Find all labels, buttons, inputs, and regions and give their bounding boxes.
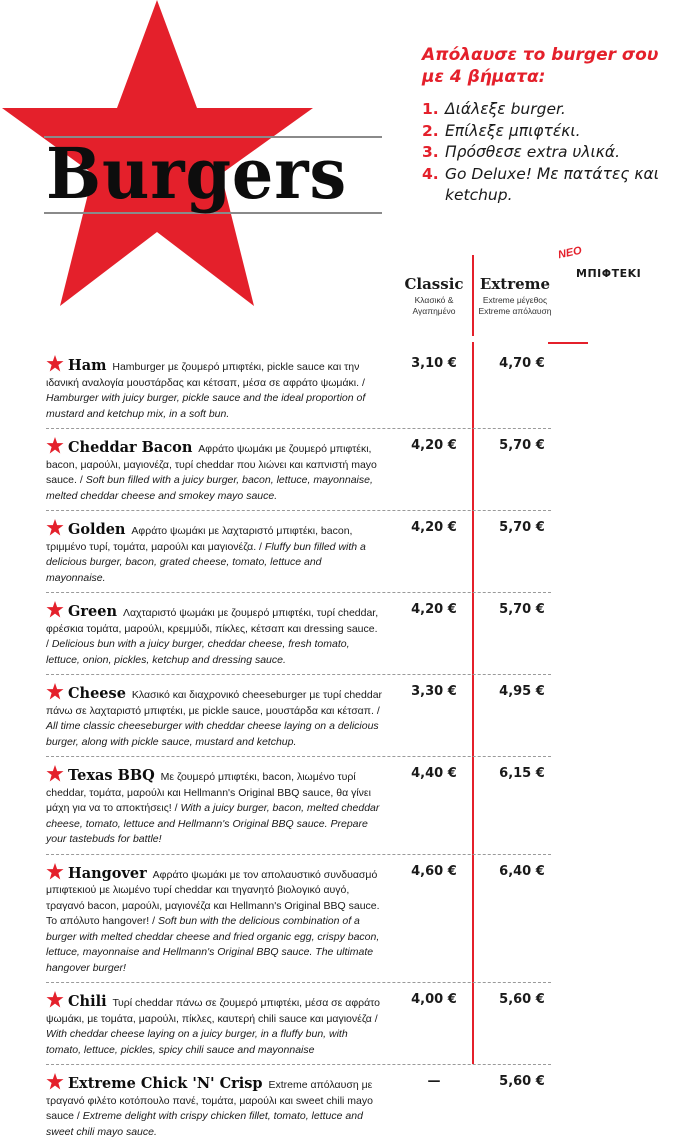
column-subtitle-classic: Κλασικό & Αγαπημένο (412, 295, 456, 316)
menu-item (46, 757, 551, 855)
column-subtitle-extreme: Extreme μέγεθος Extreme απόλαυση (478, 295, 552, 316)
item-desc-greek: Αφράτο ψωμάκι με τον απολαυστικό συνδυασμό μπιφτεκιού με λιωμένο τυρί cheddar και τηγανητό βιολογικό αυγό, τραγανό bacon, μαρούλι, μαγιονέζα και Hellmann's Original BBQ sauce. Το απόλυτο hangover! / (46, 868, 380, 927)
new-patty-label: ΜΠΙΦΤΕΚΙ (576, 267, 642, 280)
step-item (422, 121, 674, 143)
page-title: Burgers (46, 132, 348, 215)
column-header-extreme (474, 275, 556, 317)
price-classic: — (427, 1074, 441, 1089)
item-description (46, 519, 383, 586)
item-name: Extreme Chick 'N' Crisp (68, 1075, 263, 1092)
menu-item (46, 855, 551, 984)
step-text: Διάλεξε burger. (445, 100, 566, 118)
menu-item (46, 347, 551, 429)
price-extreme: 4,95 € (499, 684, 545, 699)
item-desc-english: All time classic cheeseburger with cheddar cheese laying on a delicious burger, along with pickle sauce, mustard and ketchup. (46, 720, 379, 748)
item-desc-english: Soft bun filled with a juicy burger, bacon, lettuce, mayonnaise, melted cheddar cheese and smokey mayo sauce. (46, 474, 373, 502)
column-title-classic: Classic (404, 275, 464, 293)
star-bullet-icon (46, 355, 64, 372)
star-bullet-icon (46, 991, 64, 1008)
star-bullet-icon (46, 519, 64, 536)
star-bullet-icon (46, 765, 64, 782)
item-desc-greek: Λαχταριστό ψωμάκι με ζουμερό μπιφτέκι, τυρί cheddar, φρέσκια τομάτα, μαρούλι, κρεμμύδι, πίκλες, κέτσαπ και dressing sauce. / (46, 607, 379, 650)
item-name: Golden (68, 521, 126, 538)
item-description (46, 991, 383, 1058)
price-classic: 3,30 € (411, 684, 457, 699)
menu-item (46, 1065, 551, 1146)
item-desc-english: Hamburger with juicy burger, pickle sauce and the ideal proportion of mustard and ketchup mix, in a soft bun. (46, 392, 366, 420)
price-extreme: 4,70 € (499, 356, 545, 371)
step-number: 4. (422, 164, 439, 183)
menu-item (46, 593, 551, 675)
item-desc-english: Delicious bun with a juicy burger, cheddar cheese, fresh tomato, lettuce, onion, pickles, ketchup and dressing sauce. (46, 638, 350, 666)
item-description (46, 601, 383, 668)
price-extreme: 5,70 € (499, 520, 545, 535)
item-desc-greek: Hamburger με ζουμερό μπιφτέκι, pickle sauce και την ιδανική αναλογία μουστάρδας και κέτσαπ, μέσα σε αφράτο ψωμάκι. / (46, 361, 365, 389)
price-classic: 4,20 € (411, 602, 457, 617)
step-number: 2. (422, 121, 439, 140)
price-classic: 4,60 € (411, 863, 457, 879)
item-desc-english: With cheddar cheese laying on a juicy burger, in a fluffy bun, with tomato, lettuce, pickles, spicy chili sauce and mayonnaise (46, 1028, 348, 1056)
price-extreme: 6,15 € (499, 766, 545, 781)
price-classic: 4,20 € (411, 520, 457, 535)
item-description (46, 863, 383, 977)
price-extreme: 5,70 € (499, 602, 545, 617)
item-description (46, 437, 383, 504)
item-name: Texas BBQ (68, 767, 155, 784)
price-classic: 4,40 € (411, 766, 457, 781)
star-bullet-icon (46, 863, 64, 880)
step-list (422, 99, 674, 207)
item-desc-greek: Αφράτο ψωμάκι με ζουμερό μπιφτέκι, bacon, μαρούλι, μαγιονέζα, τυρί cheddar που λιώνει και καπνιστή mayo sauce. / (46, 443, 377, 486)
item-name: Chili (68, 993, 107, 1010)
burger-menu-list (46, 347, 551, 1146)
item-description (46, 355, 383, 422)
menu-item (46, 983, 551, 1065)
item-name: Hangover (68, 864, 147, 882)
item-name: Cheese (68, 685, 126, 702)
steps-panel (422, 44, 674, 207)
steps-heading: Απόλαυσε το burger σου με 4 βήματα: (422, 45, 659, 87)
star-bullet-icon (46, 1073, 64, 1090)
item-desc-greek: Τυρί cheddar πάνω σε ζουμερό μπιφτέκι, μέσα σε αφράτο ψωμάκι, με τομάτα, μαρούλι, πίκλες, καυτερή chili sauce και μαγιονέζα / (46, 997, 381, 1025)
price-extreme: 6,40 € (499, 863, 545, 879)
header-underline (548, 342, 588, 344)
column-header-classic (396, 275, 472, 317)
step-number: 1. (422, 100, 439, 118)
step-number: 3. (422, 143, 439, 161)
price-extreme: 5,70 € (499, 438, 545, 453)
price-extreme: 5,60 € (499, 1074, 545, 1089)
step-text: Επίλεξε μπιφτέκι. (445, 121, 581, 140)
menu-item (46, 675, 551, 757)
step-item (422, 99, 674, 121)
item-desc-greek: Extreme απόλαυση με τραγανό φιλέτο κοτόπουλο πανέ, τομάτα, μαρούλι και sweet chili mayo sauce / (46, 1079, 373, 1122)
item-description (46, 765, 383, 848)
item-name: Cheddar Bacon (68, 439, 193, 456)
price-extreme: 5,60 € (499, 992, 545, 1007)
new-badge: ΝΕΟ (557, 244, 583, 262)
price-classic: 3,10 € (411, 356, 457, 371)
price-classic: 4,00 € (411, 992, 457, 1007)
item-description (46, 1073, 383, 1140)
column-divider-top (472, 255, 474, 336)
step-item (422, 164, 674, 207)
item-desc-english: Soft bun with the delicious combination of a burger with melted cheddar cheese and fried organic egg, crispy bacon, lettuce, mayonnaise and Hellmann's Original BBQ sauce. The ultimate hangover burger! (46, 915, 380, 974)
item-desc-greek: Με ζουμερό μπιφτέκι, bacon, λιωμένο τυρί cheddar, τομάτα, μαρούλι και Hellmann's Original BBQ sauce, θα γίνει μάχη για να το αποκτήσεις! / (46, 771, 371, 814)
item-name: Ham (68, 357, 107, 374)
item-desc-greek: Αφράτο ψωμάκι με λαχταριστό μπιφτέκι, bacon, τριμμένο τυρί, τομάτα, μαρούλι και μαγιονέζα. / (46, 525, 353, 553)
item-name: Green (68, 603, 118, 620)
item-desc-english: With a juicy burger, bacon, melted cheddar cheese, tomato, lettuce and Hellmann's Original BBQ sauce. Prepare your tastebuds for battle! (46, 802, 380, 845)
item-desc-english: Fluffy bun filled with a delicious burger, bacon, grated cheese, tomato, lettuce and mayonnaise. (46, 540, 366, 584)
item-desc-english: Extreme delight with crispy chicken fillet, tomato, lettuce and sweet chili mayo sauce. (46, 1110, 363, 1138)
step-item (422, 142, 674, 164)
item-description (46, 683, 383, 750)
menu-item (46, 429, 551, 511)
star-bullet-icon (46, 683, 64, 700)
price-classic: 4,20 € (411, 438, 457, 453)
star-bullet-icon (46, 601, 64, 618)
step-text: Go Deluxe! Με πατάτες και ketchup. (445, 164, 659, 204)
menu-item (46, 511, 551, 593)
star-bullet-icon (46, 437, 64, 454)
column-title-extreme: Extreme (479, 275, 551, 293)
item-desc-greek: Κλασικό και διαχρονικό cheeseburger με τυρί cheddar πάνω σε λαχταριστό μπιφτέκι, με pickle sauce, μουστάρδα και κέτσαπ. / (46, 689, 383, 717)
step-text: Πρόσθεσε extra υλικά. (445, 143, 621, 161)
